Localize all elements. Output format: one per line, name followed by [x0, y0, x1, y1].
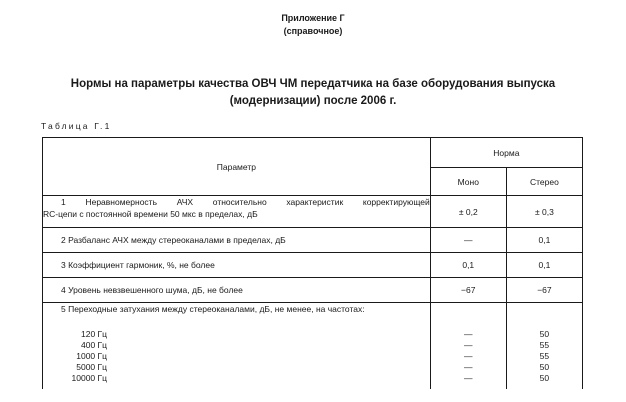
- stereo-value-list: [507, 329, 582, 384]
- table-caption: Таблица Г.1: [41, 121, 112, 131]
- frequency-item: 400 Гц: [80, 340, 107, 350]
- header-norm: Норма: [430, 138, 582, 168]
- row-parameter: [43, 253, 431, 278]
- row-mono-value: —: [430, 228, 506, 253]
- row-stereo-value: −67: [506, 278, 582, 303]
- row-stereo-value: ± 0,3: [506, 196, 582, 228]
- mono-value: —: [464, 373, 473, 383]
- table-row: [43, 253, 583, 278]
- row-parameter-line-2: RC-цепи с постоянной времени 50 мкс в пределах, дБ: [43, 209, 258, 219]
- row-mono-value: 0,1: [430, 253, 506, 278]
- row-mono-value: ± 0,2: [430, 196, 506, 228]
- document-title: [60, 76, 566, 110]
- frequency-item: 1000 Гц: [76, 351, 107, 361]
- frequency-item: 120 Гц: [80, 329, 107, 339]
- mono-value: —: [464, 351, 473, 361]
- crosstalk-parameter-text: 5 Переходные затухания между стереоканалами, дБ, не менее, на частотах:: [61, 304, 365, 314]
- row-parameter: [43, 278, 431, 303]
- row-stereo-value: 0,1: [506, 228, 582, 253]
- norms-table: [42, 137, 583, 389]
- stereo-value: 50: [539, 329, 550, 339]
- row-mono-value: −67: [430, 278, 506, 303]
- document-title-line-2: (модернизации) после 2006 г.: [229, 95, 397, 107]
- stereo-value: 50: [539, 362, 550, 372]
- row-parameter: [43, 228, 431, 253]
- table-header-row: [43, 138, 583, 168]
- row-parameter-text: 2 Разбаланс АЧХ между стереоканалами в пределах, дБ: [61, 235, 286, 245]
- appendix-label: Приложение Г: [281, 13, 345, 23]
- table-row: [43, 278, 583, 303]
- header-mono: Моно: [430, 168, 506, 196]
- header-stereo: Стерео: [506, 168, 582, 196]
- appendix-type: (справочное): [283, 26, 343, 36]
- mono-value: —: [464, 340, 473, 350]
- crosstalk-stereo-values: [506, 303, 582, 389]
- frequency-item: 10000 Гц: [71, 373, 107, 383]
- stereo-value: 50: [539, 373, 550, 383]
- crosstalk-parameter: [43, 303, 431, 389]
- row-parameter-text: 4 Уровень невзвешенного шума, дБ, не более: [61, 285, 243, 295]
- table-row-crosstalk: [43, 303, 583, 389]
- appendix-heading: [0, 12, 626, 38]
- mono-value: —: [464, 362, 473, 372]
- crosstalk-mono-values: [430, 303, 506, 389]
- mono-value-list: [431, 329, 506, 384]
- row-parameter: [43, 196, 431, 228]
- header-parameter: Параметр: [43, 138, 431, 196]
- row-stereo-value: 0,1: [506, 253, 582, 278]
- table-row: [43, 196, 583, 228]
- row-parameter-text: 3 Коэффициент гармоник, %, не более: [61, 260, 215, 270]
- document-title-line-1: Нормы на параметры качества ОВЧ ЧМ передатчика на базе оборудования выпуска: [70, 78, 556, 90]
- row-parameter-line-1: 1 Неравномерность АЧХ относительно характеристик корректирующей: [61, 197, 430, 207]
- frequency-list: [43, 329, 430, 384]
- frequency-item: 5000 Гц: [76, 362, 107, 372]
- stereo-value: 55: [539, 340, 550, 350]
- stereo-value: 55: [539, 351, 550, 361]
- table-row: [43, 228, 583, 253]
- mono-value: —: [464, 329, 473, 339]
